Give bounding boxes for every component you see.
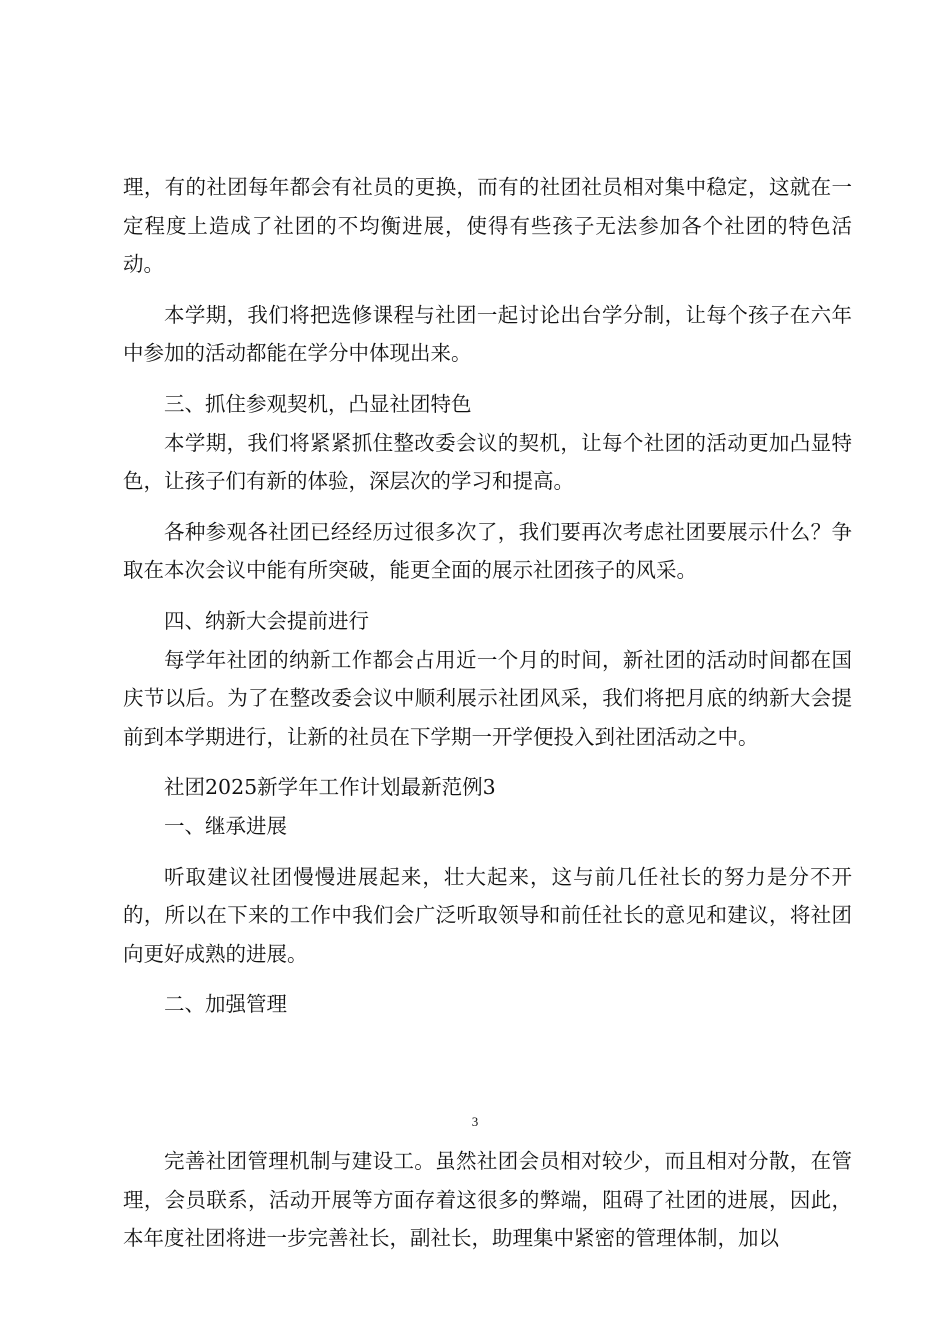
section-heading-three: 三、抓住参观契机，凸显社团特色 — [164, 391, 472, 416]
paragraph-credit-system: 本学期，我们将把选修课程与社团一起讨论出台学分制，让每个孩子在六年中参加的活动都能在学分中体现出来。 — [123, 302, 852, 366]
section-heading-one: 一、继承进展 — [164, 813, 287, 838]
paragraph-management: 完善社团管理机制与建设工。虽然社团会员相对较少，而且相对分散，在管理，会员联系，活动开展等方面存着这很多的弊端，阻碍了社团的进展，因此，本年度社团将进一步完善社长，副社长，助理集中紧密的管理体制，加以 — [123, 1149, 852, 1251]
paragraph-meeting-opportunity: 本学期，我们将紧紧抓住整改委会议的契机，让每个社团的活动更加凸显特色，让孩子们有新的体验，深层次的学习和提高。 — [123, 430, 852, 494]
paragraph-recruitment: 每学年社团的纳新工作都会占用近一个月的时间，新社团的活动时间都在国庆节以后。为了在整改委会议中顺利展示社团风采，我们将把月底的纳新大会提前到本学期进行，让新的社员在下学期一开学便投入到社团活动之中。 — [123, 647, 852, 749]
paragraph-continuation: 理，有的社团每年都会有社员的更换，而有的社团社员相对集中稳定，这就在一定程度上造成了社团的不均衡进展，使得有些孩子无法参加各个社团的特色活动。 — [123, 175, 852, 277]
bottom-text-section — [123, 1142, 852, 1258]
example-title: 社团2025新学年工作计划最新范例3 — [164, 775, 496, 800]
top-text-section — [123, 168, 852, 1024]
paragraph-inheritance: 听取建议社团慢慢进展起来，壮大起来，这与前几任社长的努力是分不开的，所以在下来的工作中我们会广泛听取领导和前任社长的意见和建议，将社团向更好成熟的进展。 — [123, 864, 852, 966]
page-number: 3 — [471, 1114, 479, 1129]
section-heading-four: 四、纳新大会提前进行 — [164, 608, 369, 633]
paragraph-visits: 各种参观各社团已经经历过很多次了，我们要再次考虑社团要展示什么？争取在本次会议中能有所突破，能更全面的展示社团孩子的风采。 — [123, 519, 852, 583]
section-heading-two: 二、加强管理 — [164, 992, 287, 1017]
